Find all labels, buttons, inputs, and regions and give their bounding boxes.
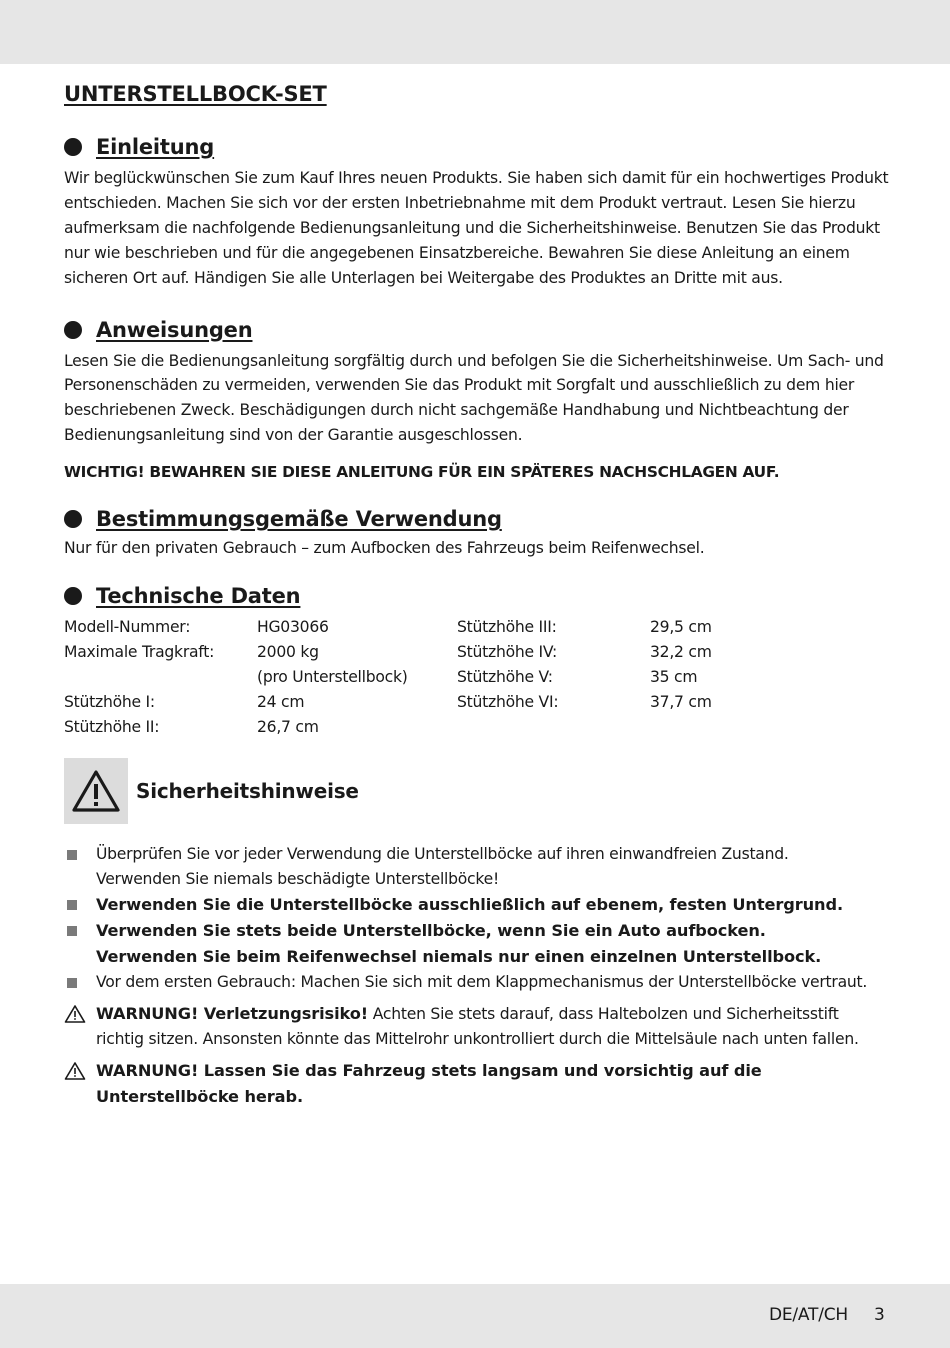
list-item [64, 842, 894, 892]
safety-item-bold-text: Verwenden Sie beim Reifenwechsel niemals nur einen einzelnen Unterstellbock. [96, 947, 822, 967]
spec-value [650, 715, 800, 740]
spec-row [64, 690, 800, 715]
safety-item-text: Überprüfen Sie vor jeder Verwendung die Unterstellböcke auf ihren einwandfreien Zustand. [96, 845, 789, 864]
section-einleitung-header [64, 132, 894, 162]
warning-text: Achten Sie stets darauf, dass Haltebolzen und Sicherheitsstift [368, 1005, 839, 1024]
warning-bold-text: WARNUNG! Lassen Sie das Fahrzeug stets langsam und vorsichtig auf die [96, 1061, 762, 1081]
spec-label: Modell-Nummer: [64, 618, 191, 637]
section-title-anweisungen: Anweisungen [96, 317, 253, 342]
footer-region-label: DE/AT/CH [768, 1305, 848, 1325]
spec-value: 37,7 cm [650, 693, 712, 712]
spec-label: Stützhöhe V: [457, 668, 553, 687]
spec-label [457, 715, 650, 740]
page-content [64, 78, 894, 1110]
section-title-einleitung: Einleitung [96, 135, 215, 159]
header-band [0, 0, 950, 64]
spec-label: Stützhöhe II: [64, 718, 160, 737]
warning-text: richtig sitzen. Ansonsten könnte das Mittelrohr unkontrolliert durch die Mittelsäule nach unten fallen. [96, 1030, 859, 1049]
section-title-verwendung: Bestimmungsgemäße Verwendung [96, 507, 502, 532]
spec-label: Stützhöhe VI: [457, 693, 559, 712]
warning-item [64, 1001, 894, 1052]
warning-item [64, 1058, 894, 1110]
section-verwendung-header [64, 504, 894, 534]
verwendung-text: Nur für den privaten Gebrauch – zum Aufbocken des Fahrzeugs beim Reifenwechsel. [64, 539, 705, 558]
square-bullet-icon [67, 850, 77, 860]
spec-row [64, 640, 800, 665]
list-item [64, 892, 894, 918]
spec-table [64, 615, 800, 740]
safety-header [64, 758, 894, 824]
safety-item-text: Vor dem ersten Gebrauch: Machen Sie sich mit dem Klappmechanismus der Unterstellböcke vertraut. [96, 973, 868, 992]
spec-row [64, 665, 800, 690]
document-title: UNTERSTELLBOCK-SET [64, 82, 327, 106]
spec-label: Stützhöhe III: [457, 618, 557, 637]
section-anweisungen-header [64, 315, 894, 345]
square-bullet-icon [67, 900, 77, 910]
spec-row [64, 715, 800, 740]
spec-label: Stützhöhe I: [64, 693, 155, 712]
warning-bold-text: Unterstellböcke herab. [96, 1087, 304, 1107]
safety-item-text: Verwenden Sie niemals beschädigte Unterstellböcke! [96, 870, 499, 889]
safety-item-bold-text: Verwenden Sie stets beide Unterstellböcke, wenn Sie ein Auto aufbocken. [96, 921, 766, 941]
einleitung-text: Wir beglückwünschen Sie zum Kauf Ihres neuen Produkts. Sie haben sich damit für ein hochwertiges Produkt entschieden. Machen Sie sich vor der ersten Inbetriebnahme mit dem Produkt vertraut. Lesen Sie hierzu aufmerksam die nachfolgende Bedienungsanleitung und die Sicherheitshinweise. Benutzen Sie das Produkt nur wie beschrieben und für die angegebenen Einsatzbereiche. Bewahren Sie diese Anleitung an einem sicheren Ort auf. Händigen Sie alle Unterlagen bei Weitergabe des Produktes an Dritte mit aus. [64, 169, 889, 287]
spec-value: 32,2 cm [650, 643, 712, 662]
safety-list [64, 842, 894, 995]
spec-value: 2000 kg [257, 643, 319, 662]
bullet-dot-icon [64, 587, 82, 605]
bullet-dot-icon [64, 510, 82, 528]
warning-triangle-icon [64, 1004, 86, 1032]
section-technische-daten-header [64, 581, 894, 611]
warning-bold-text: WARNUNG! Verletzungsrisiko! [96, 1004, 369, 1024]
spec-value: 26,7 cm [257, 718, 319, 737]
spec-value: HG03066 [257, 618, 329, 637]
spec-value: 35 cm [650, 668, 698, 687]
spec-label: Maximale Tragkraft: [64, 643, 215, 662]
spec-label [64, 665, 257, 690]
important-notice: WICHTIG! BEWAHREN SIE DIESE ANLEITUNG FÜR EIN SPÄTERES NACHSCHLAGEN AUF. [64, 463, 780, 482]
list-item [64, 918, 894, 970]
warning-triangle-icon [64, 758, 128, 824]
safety-item-bold-text: Verwenden Sie die Unterstellböcke ausschließlich auf ebenem, festen Untergrund. [96, 895, 844, 915]
anweisungen-text: Lesen Sie die Bedienungsanleitung sorgfältig durch und befolgen Sie die Sicherheitshinweise. Um Sach- und Personenschäden zu vermeiden, verwenden Sie das Produkt mit Sorgfalt und ausschließlich zu dem hier beschriebenen Zweck. Beschädigungen durch nicht sachgemäße Handhabung und Nichtbeachtung der Bedienungsanleitung sind von der Garantie ausgeschlossen. [64, 351, 884, 445]
spec-value: (pro Unterstellbock) [257, 668, 408, 687]
square-bullet-icon [67, 926, 77, 936]
section-title-technische-daten: Technische Daten [96, 584, 301, 609]
spec-value: 24 cm [257, 693, 305, 712]
bullet-dot-icon [64, 138, 82, 156]
page-number: 3 [874, 1305, 885, 1325]
spec-value: 29,5 cm [650, 618, 712, 637]
square-bullet-icon [67, 978, 77, 988]
spec-row [64, 615, 800, 640]
spec-label: Stützhöhe IV: [457, 643, 558, 662]
warning-triangle-icon [64, 1061, 86, 1089]
bullet-dot-icon [64, 321, 82, 339]
safety-title: Sicherheitshinweise [136, 779, 359, 804]
list-item [64, 970, 894, 995]
